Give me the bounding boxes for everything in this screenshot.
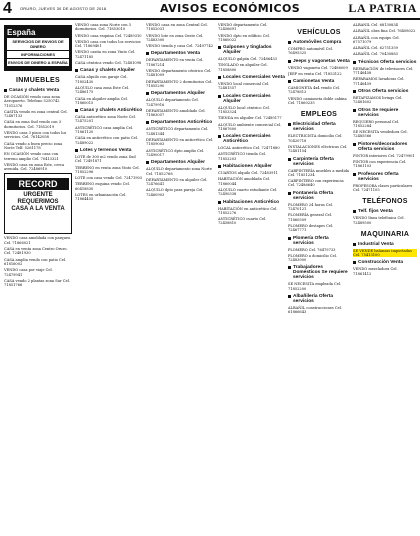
classified-ad: CASA vendo a buen precio zona Norte Telf. 5261178 bbox=[4, 141, 63, 150]
subsection-heading: Casas y chalets Alquiler bbox=[75, 68, 143, 73]
classified-ad: VENDO casa esquina Cel. 72489310 bbox=[75, 33, 142, 38]
classified-ad: VENDO local comercial Cel. 72481557 bbox=[218, 82, 270, 91]
subsection-heading: Locales Comerciales Anticrético bbox=[218, 134, 285, 144]
classified-ad: ELECTRICISTA domicilio Cel. 70420718 bbox=[288, 134, 343, 143]
classified-ad: ALBAÑIL con equipo Cel. 67571079 bbox=[353, 35, 400, 44]
classified-ad: PLOMERÍA general Cel. 71860509 bbox=[288, 213, 333, 222]
display-ad-espana bbox=[4, 25, 72, 71]
subsection-heading: Galpones y tinglados Alquiler bbox=[218, 45, 285, 55]
column-5 bbox=[288, 23, 350, 533]
column-3 bbox=[146, 23, 215, 533]
subsection-heading: Departamentos Alquiler bbox=[146, 160, 215, 165]
subsection-heading: Casas y chalets Venta bbox=[4, 88, 72, 93]
classified-ad: ALQUILO casa zona Este Cel. 72486175 bbox=[75, 85, 130, 95]
classified-ad: ALBAÑIL Cel. 68130834 bbox=[353, 23, 398, 27]
classified-ad: VENDO casa en zona Este, cerca avenida. Cel. 72486910 bbox=[4, 162, 65, 172]
column-4 bbox=[218, 23, 285, 533]
classified-ad: CASA alquilo con garaje Cel. 71852430 bbox=[75, 75, 128, 84]
section-heading: INMUEBLES bbox=[16, 77, 60, 84]
subsection-heading: Otros Se requiere servicios bbox=[353, 108, 417, 118]
ad-line: URGENTE bbox=[23, 192, 53, 199]
classified-ad: VENDO departamento céntrico Cel. 72481009 bbox=[146, 69, 212, 78]
classified-ad: DEPARTAMENTO en alquiler Cel. 72476641 bbox=[146, 177, 208, 187]
classified-ad: VENDO casita en zona Vinto Cel. 72471185 bbox=[75, 50, 136, 59]
classified-ad: PINTOR interiores Cel. 72479901 bbox=[353, 153, 415, 158]
classified-ad: HABITACIÓN amoblada Cel. 71860044 bbox=[218, 177, 271, 186]
classified-ad: ALQUILO departamento Cel. 72479916 bbox=[146, 98, 199, 107]
classified-ad: ALBAÑIL obra fina Cel. 76408022 bbox=[353, 29, 416, 34]
classified-ad: VENDO mezcladora Cel. 71861412 bbox=[353, 267, 398, 276]
classified-ad: REPARAMOS lavadoras Cel. 77146459 bbox=[353, 77, 405, 86]
classified-ad: PROFESORA clases particulares Cel. 72471105 bbox=[353, 183, 413, 192]
classified-ad: CASA en anticrético con patio Cel. 72489022 bbox=[75, 136, 139, 145]
highlighted-classified-ad: SE VENDE balanzas importadas Cel. 75413100 bbox=[353, 249, 417, 258]
classified-ad: TIENDA en alquiler Cel. 72489177 bbox=[218, 116, 282, 121]
classified-ad: VENDO lote en zona Oeste Cel. 72483300 bbox=[146, 33, 204, 42]
display-ad-record bbox=[4, 173, 72, 234]
ad-line: INFORMACIONES bbox=[7, 51, 69, 58]
classified-ad: REQUIERO personal Cel. 71852284 bbox=[353, 119, 400, 128]
classified-ad: CASA céntrica vendo Cel. 72481098 bbox=[75, 61, 142, 66]
subsection-heading: Departamentos Alquiler bbox=[146, 91, 215, 96]
classified-ad: PINTOR con experiencia Cel. 71861103 bbox=[353, 160, 407, 169]
subsection-heading: Plomería Oferta servicios bbox=[288, 236, 350, 246]
subsection-heading: Automóviles Compra bbox=[288, 40, 350, 45]
subsection-heading: Electricidad Oferta servicios bbox=[288, 122, 350, 132]
classified-ad: REPARACIÓN de televisores Cel. 77146458 bbox=[353, 66, 414, 76]
classified-ad: PLOMERO a domicilio Cel. 72483900 bbox=[288, 253, 338, 263]
classified-ad: CARPINTERÍA muebles a medida Cel. 71851234 bbox=[288, 168, 350, 177]
classified-ad: DEPARTAMENTO amoblado Cel. 71863057 bbox=[146, 108, 206, 118]
classified-ad: SE NECESITA empleada Cel. 71852200 bbox=[288, 282, 342, 291]
classified-ad: VENDO vagoneta Cel. 72486009 bbox=[288, 65, 348, 70]
subsection-heading: Locales Comerciales Alquiler bbox=[218, 94, 285, 104]
subsection-heading: Otros Oferta servicios bbox=[353, 89, 417, 94]
classified-ad: ALQUILO departamento zona Norte Cel. 71852768 bbox=[146, 167, 212, 176]
section-title: AVISOS ECONÓMICOS bbox=[160, 2, 301, 15]
classified-ad: TINGLADO en alquiler Cel. 71858800 bbox=[218, 63, 268, 72]
classified-ad: PLOMERO 24 horas Cel. 72470121 bbox=[288, 202, 334, 212]
classified-ad: ALBAÑIL Cel. 62751359 bbox=[353, 46, 398, 51]
classified-ad: CARPINTERO con experiencia Cel. 72486640 bbox=[288, 179, 344, 188]
classified-ad: CASA anticrético zona Norte Cel. 72475201 bbox=[75, 115, 136, 124]
subsection-heading: Pintores/decoradores Oferta servicios bbox=[353, 142, 417, 152]
classified-ad: LOTE con casa vendo Cel. 72471903 bbox=[75, 176, 143, 181]
ad-line: CASA A LA VENTA bbox=[11, 206, 65, 213]
classified-ad: CASA en alquiler amplia Cel. 71860015 bbox=[75, 96, 128, 105]
classified-ad: VENDO casa amoblada con parqueo. Cel. 71866021 bbox=[4, 236, 72, 245]
subsection-heading: Carpintería Oferta servicios bbox=[288, 157, 350, 167]
classified-ad: HABITACIÓN en anticrético Cel. 71852276 bbox=[218, 206, 278, 215]
ad-line: ENVIOS DE DINERO A ESPAÑA bbox=[8, 60, 68, 65]
classified-ad: DE OCASIÓN vendo casa zona Aeropuerto. Telefono 5250742 71012376 bbox=[4, 95, 60, 108]
classified-ad: VENDO casa 3 pisos con todos los servicios. Cel. 76142058 bbox=[4, 131, 67, 140]
classified-ad: INSTALACIONES eléctricas Cel. 72481154 bbox=[288, 144, 348, 154]
classified-ad: VENDO tienda y casa Cel. 72497742 bbox=[146, 44, 214, 49]
classified-ad: DEPARTAMENTO 2 dormitorios Cel. 71855290 bbox=[146, 79, 213, 88]
classified-ad: VENDO casa por viaje Cel. 72479941 bbox=[4, 268, 53, 277]
classified-ad: JEEP en venta Cel. 71853122 bbox=[288, 71, 342, 76]
ad-line: SERVICIOS DE ENVIOS DE DINERO bbox=[7, 38, 69, 50]
subsection-heading: Departamentos Anticrético bbox=[146, 120, 215, 125]
classified-ad: CASITA vendo en zona central Cel. 72487133 bbox=[4, 109, 68, 119]
ad-brand: España bbox=[7, 28, 36, 37]
subsection-heading: Departamentos Venta bbox=[146, 51, 215, 56]
classified-ad: TERRENO en venta zona Vinto Cel. 71852296 bbox=[75, 165, 140, 174]
classified-ad: ALBAÑIL construcciones Cel. 61866643 bbox=[288, 306, 343, 315]
classified-ad: SE NECESITA vendedora Cel. 72485566 bbox=[353, 130, 408, 139]
classified-ad: ALBAÑIL Cel. 70430883 bbox=[353, 52, 398, 57]
subsection-heading: Fontanería Oferta servicios bbox=[288, 191, 350, 201]
ad-line: REQUERIMOS bbox=[17, 199, 59, 206]
classified-ad: ANTICRÉTICO casa amplia Cel. 71861120 bbox=[75, 125, 134, 135]
classified-ad: TERRENO esquina vendo Cel. 60418830 bbox=[75, 182, 130, 191]
column-1 bbox=[4, 23, 72, 533]
classified-ad: VENDO departamento Cel. 72456691 bbox=[218, 23, 268, 32]
classified-ad: CASA en venta zona Centro Oruro. Cel. 72481930 bbox=[4, 247, 68, 256]
subsection-heading: Profesores Oferta servicios bbox=[353, 172, 417, 182]
classified-ad: ALQUILO galpón Cel. 72486433 bbox=[218, 57, 277, 62]
subsection-heading: Lotes y terrenos Venta bbox=[75, 148, 143, 153]
classified-ad: ANTICRÉTICO cuarto Cel. 72458810 bbox=[218, 217, 267, 226]
ad-record-title: RECORD bbox=[7, 178, 69, 190]
subsection-heading: Camionetas Venta bbox=[288, 79, 350, 84]
subsection-heading: Casas y chalets Anticrético bbox=[75, 108, 143, 113]
subsection-heading: Jeeps y vagonetas Venta bbox=[288, 59, 350, 64]
subsection-heading: Locales Comerciales Venta bbox=[218, 75, 285, 80]
section-heading: VEHÍCULOS bbox=[297, 29, 341, 36]
subsection-heading: Telf. fijos Venta bbox=[353, 209, 417, 214]
section-heading: EMPLEOS bbox=[300, 111, 338, 119]
classified-ad: VENDO casa zona Norte con 3 dormitorios. Cel. 71853010 bbox=[75, 23, 131, 32]
classified-ad: LOTES en urbanización Cel. 71864455 bbox=[75, 193, 127, 202]
classified-ad: ALQUILO local céntrico Cel. 71853324 bbox=[218, 105, 270, 114]
classified-ad: EN OCASIÓN vendo casa con terreno amplio Cel. 70413321 bbox=[4, 152, 59, 161]
classified-ad: ALQUILO cuarto estudiante Cel. 72490338 bbox=[218, 187, 278, 197]
classified-ad: ALQUILO ambiente comercial Cel. 71867600 bbox=[218, 122, 282, 131]
column-2 bbox=[75, 23, 143, 533]
subsection-heading: Construcción Venta bbox=[353, 260, 417, 265]
classified-ad: LOTE de 300 m2 vendo zona Sud Cel. 72491871 bbox=[75, 154, 136, 164]
classified-ad: CASA amplia vendo con patio Cel. 61816002 bbox=[4, 257, 67, 266]
classified-ad: VENDO línea telefónica Cel. 72489500 bbox=[353, 216, 405, 225]
classified-ad: VENDO casa con todos los servicios Cel. 71869401 bbox=[75, 39, 141, 49]
classified-ad: VENDO dpto en edificio Cel. 71860022 bbox=[218, 33, 270, 42]
classified-ad: PLOMERO destapes Cel. 72467771 bbox=[288, 223, 334, 233]
location-date: ORURO, JUEVES 30 DE AGOSTO DE 2018 bbox=[20, 6, 107, 11]
classified-ad: VENDO camioneta doble cabina Cel. 71860235 bbox=[288, 96, 347, 106]
newspaper-logo: LA PATRIA bbox=[348, 1, 417, 15]
classified-ad: PLOMERO Cel. 76479733 bbox=[288, 247, 336, 252]
subsection-heading: Habitaciones Anticrético bbox=[218, 200, 285, 205]
classified-ad: ANTICRÉTICO dpto amplio Cel. 72490017 bbox=[146, 148, 205, 157]
column-6 bbox=[353, 23, 417, 533]
subsection-heading: Habitaciones Alquiler bbox=[218, 164, 285, 169]
classified-ad: ALQUILO dpto para pareja Cel. 72460903 bbox=[146, 188, 204, 197]
subsection-heading: Industrial Venta bbox=[353, 242, 417, 247]
classified-ad: ANTICRÉTICO departamento Cel. 72481344 bbox=[146, 127, 209, 136]
classified-ad: CAMIONETA 4x4 vendo Cel. 72478813 bbox=[288, 86, 341, 95]
classified-ad: CASA vendo 2 plantas zona Sur Cel. 71851766 bbox=[4, 278, 70, 288]
section-heading: MAQUINARIA bbox=[360, 230, 410, 238]
classified-ad: LOCAL anticrético Cel. 72471880 bbox=[218, 146, 280, 151]
classified-ad: CUARTOS alquilo Cel. 72483911 bbox=[218, 171, 278, 176]
page-header bbox=[0, 0, 420, 20]
classified-ad: DEPARTAMENTO en anticrético Cel. 71859003 bbox=[146, 138, 214, 147]
subsection-heading: Albañilería Oferta servicios bbox=[288, 294, 350, 304]
subsection-heading: Trabajadores Domésticos Se requiere servicios bbox=[288, 265, 350, 280]
subsection-heading: Técnicos Oferta servicios bbox=[353, 60, 417, 65]
classified-ad: COMPRO automóvil Cel. 76495325 bbox=[288, 47, 333, 56]
section-heading: TELÉFONOS bbox=[362, 198, 408, 206]
classified-ad: DEPARTAMENTO en venta Cel. 71867214 bbox=[146, 58, 204, 67]
page-number: 4 bbox=[3, 0, 12, 17]
classified-ad: RETAPIZAMOS livings Cel. 72481602 bbox=[353, 95, 403, 105]
classified-ad: VENDO casa en zona Central Cel. 71852031 bbox=[146, 23, 208, 32]
classified-ad: ANTICRÉTICO tienda Cel. 71852203 bbox=[218, 152, 267, 161]
classified-ad: CASA en zona Sud vendo con 3 dormitorios. Cel. 71852019 bbox=[4, 120, 62, 129]
